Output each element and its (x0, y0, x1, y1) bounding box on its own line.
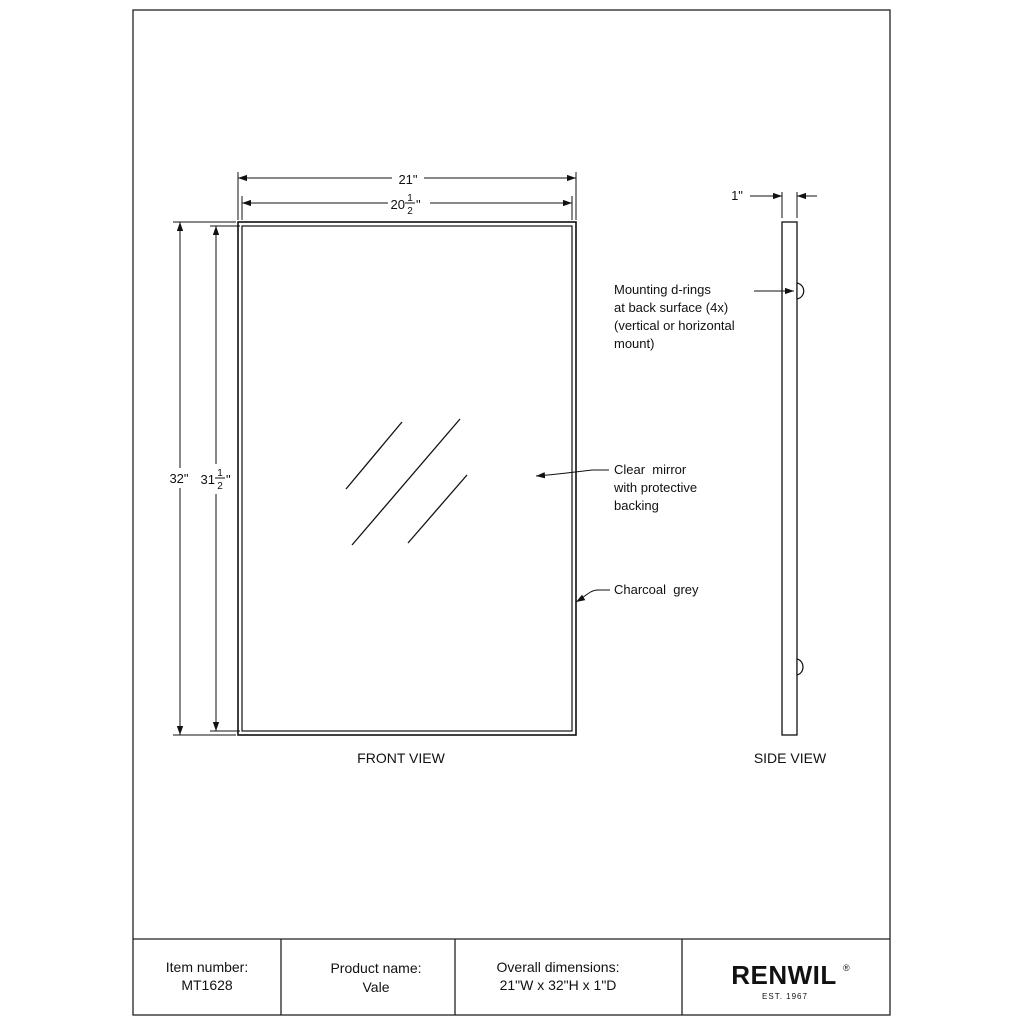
product-name-label: Product name: (330, 960, 422, 976)
width-outer-label: 21" (398, 172, 418, 187)
brand-logo (731, 960, 850, 1001)
mirror-callout-line: with protective (614, 480, 698, 495)
d-ring-icon (797, 283, 804, 299)
svg-text:": " (416, 197, 421, 212)
side-view-caption: SIDE VIEW (753, 750, 827, 766)
d-rings-callout-line: (vertical or horizontal (614, 318, 735, 333)
mirror-glass-edge (242, 226, 572, 731)
dimensions-label: Overall dimensions: (496, 959, 620, 975)
svg-text:31: 31 (200, 472, 215, 487)
title-block (133, 939, 890, 1015)
frame-finish-label: Charcoal grey (614, 582, 699, 597)
item-number-value: MT1628 (181, 977, 233, 993)
height-outer-label: 32" (169, 471, 189, 486)
product-name-value: Vale (362, 979, 390, 995)
side-view (731, 188, 827, 766)
svg-text:1: 1 (407, 193, 413, 204)
side-profile (782, 222, 797, 735)
front-view-caption: FRONT VIEW (357, 750, 445, 766)
d-rings-callout (614, 282, 794, 351)
sheet-border (133, 10, 890, 1015)
svg-text:": " (226, 472, 231, 487)
svg-text:2: 2 (407, 206, 413, 217)
leader-line (576, 590, 610, 602)
item-number-label: Item number: (165, 959, 249, 975)
mirror-callout-line: Clear mirror (614, 462, 687, 477)
mirror-callout (536, 462, 697, 513)
dimensions-value: 21"W x 32"H x 1"D (499, 977, 617, 993)
depth-label: 1" (731, 188, 743, 203)
brand-tagline: EST. 1967 (762, 992, 808, 1001)
d-rings-callout-line: at back surface (4x) (614, 300, 729, 315)
mirror-callout-line: backing (614, 498, 659, 513)
reflection-line (352, 419, 460, 545)
reflection-line (346, 422, 402, 489)
d-rings-callout-line: mount) (614, 336, 655, 351)
brand-wordmark: RENWIL (731, 960, 837, 990)
registered-mark: ® (843, 963, 850, 973)
d-ring-icon (797, 659, 803, 675)
front-view (164, 168, 576, 766)
svg-text:2: 2 (217, 481, 223, 492)
svg-text:1: 1 (217, 468, 223, 479)
d-rings-callout-line: Mounting d-rings (614, 282, 711, 297)
frame-finish-callout (576, 582, 699, 602)
reflection-line (408, 475, 467, 543)
mirror-frame-outer (238, 222, 576, 735)
svg-text:20: 20 (390, 197, 405, 212)
